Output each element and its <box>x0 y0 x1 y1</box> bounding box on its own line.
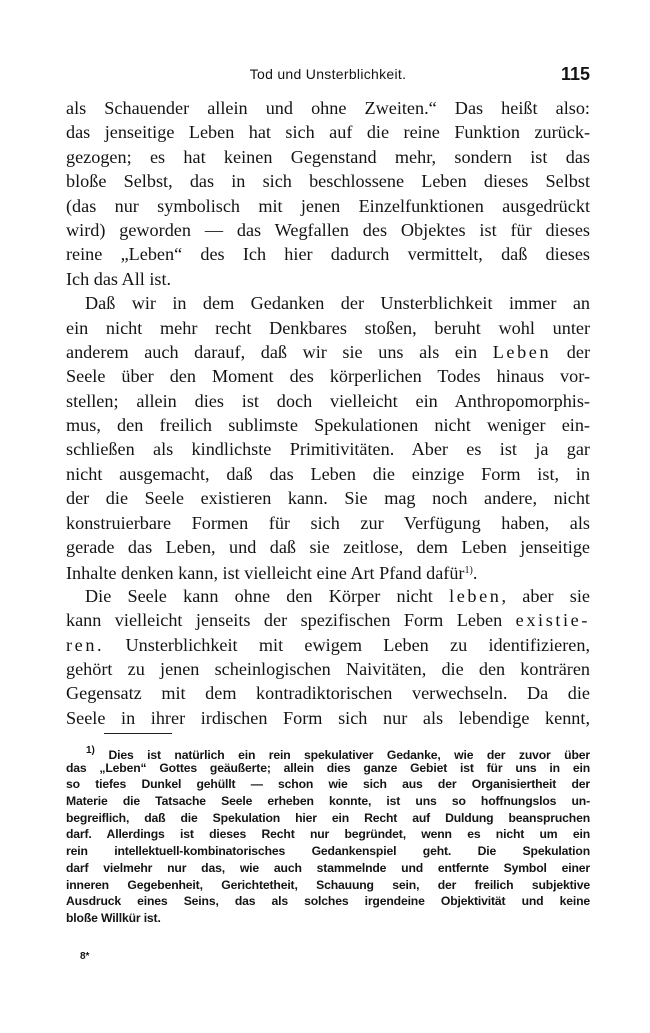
footnote-marker: 1) <box>86 745 95 756</box>
text-line: Gegensatz mit dem kontradiktorischen verwechseln. Da die <box>66 683 590 704</box>
page-number: 115 <box>560 64 590 84</box>
text-segment: anderem auch darauf, daß wir sie uns als ein <box>66 341 478 362</box>
footnote-line: rein intellektuell-kombinatorisches Gedankenspiel geht. Die Spekulation <box>66 844 590 859</box>
text-line: mus, den freilich sublimste Spekulationen nicht weniger ein- <box>66 415 590 436</box>
text-line: wird) geworden — das Wegfallen des Objektes ist für dieses <box>66 219 590 240</box>
footnote-line: inneren Gegebenheit, Gerichtetheit, Schauung sein, der freilich subjektive <box>66 877 590 892</box>
text-line: schließen als kindlichste Primitivitäten. Aber es ist ja gar <box>66 439 590 460</box>
text-segment: Die Seele kann ohne den Körper nicht <box>85 585 433 606</box>
text-segment: Unsterblichkeit mit ewigem Leben zu identifizieren, <box>125 634 590 655</box>
footnote-line: Ausdruck eines Seins, das als solches irgendeine Objektivität und keine <box>66 894 590 909</box>
text-line: konstruierbare Formen für sich zur Verfügung haben, als <box>66 512 590 533</box>
footnote <box>66 743 590 927</box>
text-segment: der <box>566 341 591 362</box>
footnote-reference: 1) <box>464 565 473 577</box>
text-line: Ich das All ist. <box>66 268 172 289</box>
text-line: das jenseitige Leben hat sich auf die reine Funktion zurück- <box>66 122 590 143</box>
footnote-line: bloße Willkür ist. <box>66 910 161 925</box>
footnote-line: darf. Allerdings ist dieses Recht nur begründet, wenn es nicht um ein <box>66 827 590 842</box>
emphasized-word: leben <box>449 585 502 606</box>
text-segment: . <box>472 563 478 584</box>
footnote-line: darf vielmehr nur das, wie auch stammelnde und entfernte Symbol einer <box>66 860 590 875</box>
emphasized-word: Leben <box>492 341 552 362</box>
text-line: (das nur symbolisch mit jenen Einzelfunktionen ausgedrückt <box>66 195 590 216</box>
text-line: gehört zu jenen scheinlogischen Naivitäten, die den konträren <box>66 658 590 679</box>
text-line <box>66 584 590 608</box>
text-line <box>66 340 590 364</box>
text-segment: , aber sie <box>501 585 591 606</box>
text-line: nicht ausgemacht, daß das Leben die einzige Form ist, in <box>66 463 590 484</box>
text-line: stellen; allein dies ist doch vielleicht ein Anthropomorphis- <box>66 390 590 411</box>
footnote-line: begreiflich, daß die Spekulation hier ein Recht auf Duldung beanspruchen <box>66 810 590 825</box>
emphasized-word: ren. <box>66 634 105 655</box>
text-line <box>66 633 590 657</box>
text-line: Daß wir in dem Gedanken der Unsterblichkeit immer an <box>85 293 590 314</box>
running-title: Tod und Unsterblichkeit. <box>249 66 407 82</box>
text-line: Seele über den Moment des körperlichen Todes hinaus vor- <box>66 366 590 387</box>
text-line <box>66 608 590 632</box>
signature-mark: 8* <box>80 951 90 962</box>
text-line: Seele in ihrer irdischen Form sich nur als lebendige kennt, <box>66 707 590 728</box>
text-line: ein nicht mehr recht Denkbares stoßen, beruht wohl unter <box>66 317 590 338</box>
text-line: der die Seele existieren kann. Sie mag noch andere, nicht <box>66 488 590 509</box>
emphasized-word: existie- <box>515 610 591 631</box>
text-line: bloße Selbst, das in sich beschlossene Leben dieses Selbst <box>66 171 590 192</box>
text-line: als Schauender allein und ohne Zweiten.“ Das heißt also: <box>66 98 590 118</box>
text-segment: Inhalte denken kann, ist vielleicht eine Art Pfand dafür <box>66 563 465 584</box>
footnote-divider <box>104 733 172 734</box>
footnote-line: das „Leben“ Gottes geäußerte; allein dies ganze Gebiet ist für uns in ein <box>66 760 590 775</box>
footnote-line <box>66 743 590 760</box>
running-head <box>66 64 590 86</box>
text-line: gerade das Leben, und daß sie zeitlose, dem Leben jenseitige <box>66 537 590 558</box>
text-line: reine „Leben“ des Ich hier dadurch vermittelt, daß dieses <box>66 244 590 265</box>
footnote-text: Dies ist natürlich ein rein spekulativer Gedanke, wie der zuvor über <box>108 748 590 762</box>
footnote-line: so tiefes Dunkel gehüllt — schon wie sich aus der Organisiertheit der <box>66 777 590 792</box>
main-text <box>66 96 590 730</box>
text-line: gezogen; es hat keinen Gegenstand mehr, sondern ist das <box>66 146 590 167</box>
text-line <box>66 559 590 583</box>
footnote-line: Materie die Tatsache Seele erheben konnte, ist uns so hoffnungslos un- <box>66 794 590 809</box>
text-segment: kann vielleicht jenseits der spezifischen Form Leben <box>66 610 503 631</box>
